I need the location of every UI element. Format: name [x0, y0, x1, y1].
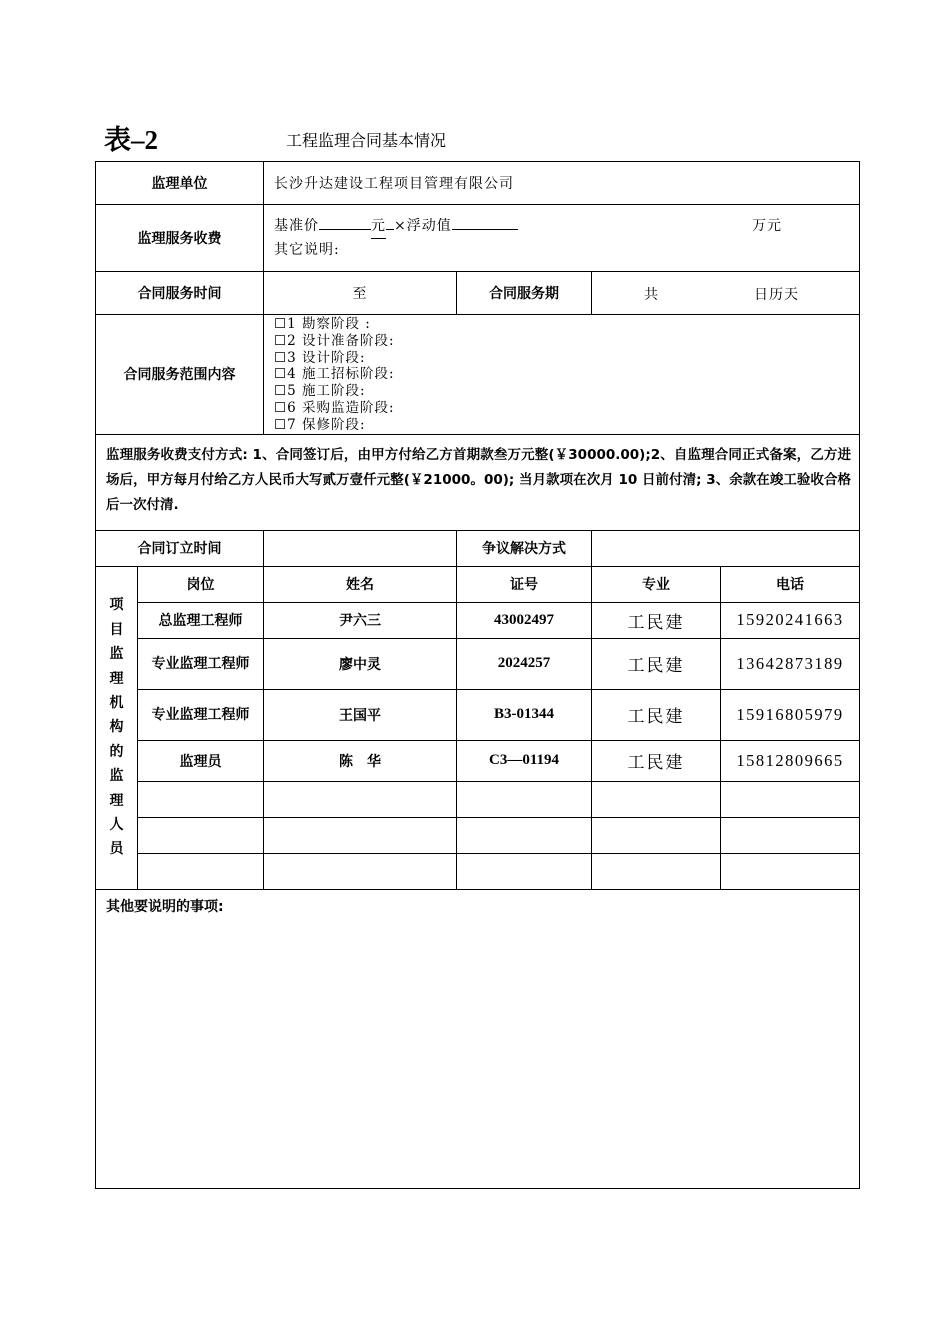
header-cert: 证号	[457, 566, 592, 602]
payment-terms: 监理服务收费支付方式: 1、合同签订后，由甲方付给乙方首期款叁万元整(￥30000.00);2、自监理合同正式备案，乙方进场后，甲方每月付给乙方人民币大写贰万壹仟元整(￥21000。00); 当月款项在次月 10 日前付清; 3、余款在竣工验收合格后一次付清.	[96, 434, 860, 530]
scope-item: ☐6 采购监造阶段:	[274, 399, 395, 416]
empty-cell	[721, 853, 860, 889]
staff-cert: C3—01194	[457, 740, 592, 781]
staff-major: 工民建	[592, 689, 721, 740]
payment-row	[96, 434, 860, 530]
staff-name: 廖中灵	[264, 638, 457, 689]
dispute-method-value	[592, 530, 860, 566]
staff-major: 工民建	[592, 740, 721, 781]
scope-item: ☐7 保修阶段:	[274, 416, 366, 433]
header-major: 专业	[592, 566, 721, 602]
scope-item: ☐4 施工招标阶段:	[274, 366, 395, 383]
other-note: 其它说明:	[274, 241, 340, 258]
empty-cell	[138, 817, 264, 853]
service-period-gong: 共	[644, 287, 659, 303]
header-phone: 电话	[721, 566, 860, 602]
empty-cell	[457, 853, 592, 889]
staff-post: 专业监理工程师	[138, 689, 264, 740]
table-row-empty	[96, 853, 860, 889]
staff-cert: B3-01344	[457, 689, 592, 740]
scope-item: ☐2 设计准备阶段:	[274, 332, 395, 349]
empty-cell	[721, 817, 860, 853]
other-notes-cell	[96, 889, 860, 1188]
other-notes-label: 其他要说明的事项:	[106, 898, 224, 915]
empty-cell	[457, 817, 592, 853]
empty-cell	[138, 781, 264, 817]
empty-cell	[264, 817, 457, 853]
base-price-blank	[319, 229, 371, 230]
service-period-label: 合同服务期	[457, 272, 592, 315]
base-price-unit: 元	[371, 215, 386, 239]
scope-item: ☐1 勘察阶段 :	[274, 316, 371, 332]
service-scope-list	[264, 315, 860, 435]
staff-name: 王国平	[264, 689, 457, 740]
empty-cell	[457, 781, 592, 817]
dispute-method-label: 争议解决方式	[457, 530, 592, 566]
service-fee-label: 监理服务收费	[96, 205, 264, 272]
scope-item: ☐3 设计阶段:	[274, 349, 366, 366]
service-time-row	[96, 272, 860, 315]
staff-cert: 2024257	[457, 638, 592, 689]
service-scope-label: 合同服务范围内容	[96, 315, 264, 435]
service-period-value	[592, 272, 860, 315]
header-name: 姓名	[264, 566, 457, 602]
signing-row	[96, 530, 860, 566]
empty-cell	[264, 781, 457, 817]
base-price-blank-tail	[386, 229, 394, 230]
base-price-prefix: 基准价	[274, 217, 319, 234]
table-number-heading: 表–2	[104, 125, 158, 155]
contract-info-table	[95, 161, 860, 1189]
service-fee-value	[264, 205, 860, 272]
staff-phone: 15812809665	[721, 740, 860, 781]
table-row	[96, 740, 860, 781]
table-row	[96, 638, 860, 689]
staff-post: 总监理工程师	[138, 602, 264, 638]
staff-major: 工民建	[592, 602, 721, 638]
header-post: 岗位	[138, 566, 264, 602]
staff-name: 陈 华	[264, 740, 457, 781]
service-scope-row	[96, 315, 860, 435]
supervision-unit-row	[96, 162, 860, 205]
table-row-empty	[96, 781, 860, 817]
empty-cell	[721, 781, 860, 817]
service-period-days: 日历天	[754, 287, 799, 303]
form-title: 工程监理合同基本情况	[286, 131, 447, 150]
staff-side-label: 项 目 监 理 机 构 的 监 理 人 员	[96, 566, 138, 889]
empty-cell	[592, 817, 721, 853]
staff-post: 专业监理工程师	[138, 638, 264, 689]
staff-major: 工民建	[592, 638, 721, 689]
float-value-label: ×浮动值	[394, 217, 452, 234]
staff-phone: 15920241663	[721, 602, 860, 638]
signing-time-value	[264, 530, 457, 566]
staff-phone: 13642873189	[721, 638, 860, 689]
wan-yuan-unit: 万元	[752, 217, 782, 234]
other-notes-row	[96, 889, 860, 1188]
service-time-label: 合同服务时间	[96, 272, 264, 315]
empty-cell	[138, 853, 264, 889]
empty-cell	[592, 781, 721, 817]
float-value-blank	[452, 229, 518, 230]
table-row	[96, 602, 860, 638]
staff-name: 尹六三	[264, 602, 457, 638]
service-fee-row	[96, 205, 860, 272]
table-row	[96, 689, 860, 740]
signing-time-label: 合同订立时间	[96, 530, 264, 566]
table-row-empty	[96, 817, 860, 853]
supervision-unit-label: 监理单位	[96, 162, 264, 205]
scope-item: ☐5 施工阶段:	[274, 383, 366, 400]
empty-cell	[264, 853, 457, 889]
staff-post: 监理员	[138, 740, 264, 781]
staff-header-row	[96, 566, 860, 602]
staff-phone: 15916805979	[721, 689, 860, 740]
supervision-unit-value: 长沙升达建设工程项目管理有限公司	[264, 162, 860, 205]
staff-cert: 43002497	[457, 602, 592, 638]
empty-cell	[592, 853, 721, 889]
service-time-to: 至	[264, 272, 457, 315]
